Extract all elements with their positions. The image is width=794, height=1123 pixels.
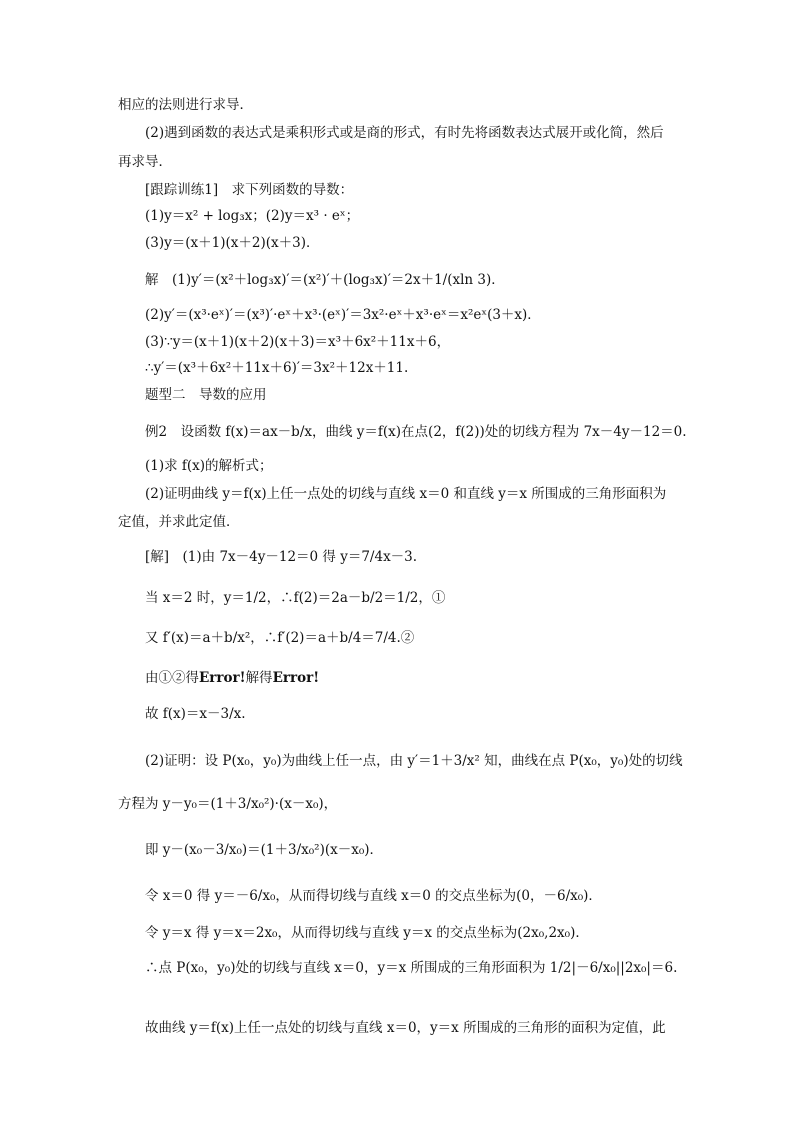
text-line: (2)证明曲线 y＝f(x)上任一点处的切线与直线 x＝0 和直线 y＝x 所围成的三角形面积为 (145, 486, 667, 502)
proof-line: 故曲线 y＝f(x)上任一点处的切线与直线 x＝0，y＝x 所围成的三角形的面积为定值，此 (145, 1020, 666, 1036)
example-statement: 例2 设函数 f(x)＝ax－b/x，曲线 y＝f(x)在点(2，f(2))处的切线方程为 7x－4y－12＝0. (145, 424, 687, 440)
section-heading: 题型二 导数的应用 (145, 387, 267, 403)
exercise-heading: [跟踪训练1] 求下列函数的导数： (145, 182, 354, 198)
solution-line: 又 f′(x)＝a＋b/x²，∴f′(2)＝a＋b/4＝7/4.② (145, 630, 415, 646)
proof-line: 方程为 y－y₀＝(1＋3/x₀²)·(x－x₀)， (118, 796, 338, 812)
text-span: 解得 (245, 670, 273, 686)
error-marker: Error! (199, 670, 246, 686)
text-line: 相应的法则进行求导． (118, 97, 253, 113)
text-span: 由①②得 (145, 670, 199, 686)
formula-line: (3)∵y＝(x＋1)(x＋2)(x＋3)＝x³＋6x²＋11x＋6， (145, 334, 451, 350)
error-marker: Error! (272, 670, 320, 686)
formula-line: 解 (1)y′＝(x²＋log₃x)′＝(x²)′＋(log₃x)′＝2x＋1/(xln 3)． (145, 272, 505, 288)
text-line: (2)遇到函数的表达式是乘积形式或是商的形式，有时先将函数表达式展开或化简，然后 (145, 125, 664, 141)
solution-line: 故 f(x)＝x－3/x. (145, 706, 246, 722)
text-line: 定值，并求此定值． (118, 514, 240, 530)
solution-line: 当 x＝2 时，y＝1/2，∴f(2)＝2a－b/2＝1/2，① (145, 590, 446, 606)
proof-line: 即 y－(x₀－3/x₀)＝(1＋3/x₀²)(x－x₀)． (145, 842, 384, 858)
text-line: (1)y＝x² + log₃x；(2)y＝x³ · eˣ； (145, 208, 360, 224)
text-line: 再求导． (118, 154, 172, 170)
formula-line: ∴y′＝(x³＋6x²＋11x＋6)′＝3x²＋12x＋11. (145, 360, 409, 376)
solution-line (145, 668, 319, 688)
proof-line: (2)证明：设 P(x₀，y₀)为曲线上任一点，由 y′＝1＋3/x² 知，曲线在点 P(x₀，y₀)处的切线 (145, 753, 683, 769)
formula-line: (2)y′＝(x³·eˣ)′＝(x³)′·eˣ＋x³·(eˣ)′＝3x²·eˣ＋x³·eˣ＝x²eˣ(3＋x)． (145, 307, 541, 323)
text-line: (1)求 f(x)的解析式； (145, 458, 273, 474)
proof-line: 令 y＝x 得 y＝x＝2x₀，从而得切线与直线 y＝x 的交点坐标为(2x₀,2x₀)． (145, 925, 589, 941)
text-line: (3)y＝(x＋1)(x＋2)(x＋3)． (145, 235, 320, 251)
proof-line: ∴点 P(x₀，y₀)处的切线与直线 x＝0，y＝x 所围成的三角形面积为 1/2|－6/x₀||2x₀|＝6. (145, 960, 678, 976)
proof-line: 令 x＝0 得 y＝－6/x₀，从而得切线与直线 x＝0 的交点坐标为(0，－6/x₀)． (145, 888, 602, 904)
solution-line: [解] (1)由 7x－4y－12＝0 得 y＝7/4x－3. (145, 549, 418, 565)
